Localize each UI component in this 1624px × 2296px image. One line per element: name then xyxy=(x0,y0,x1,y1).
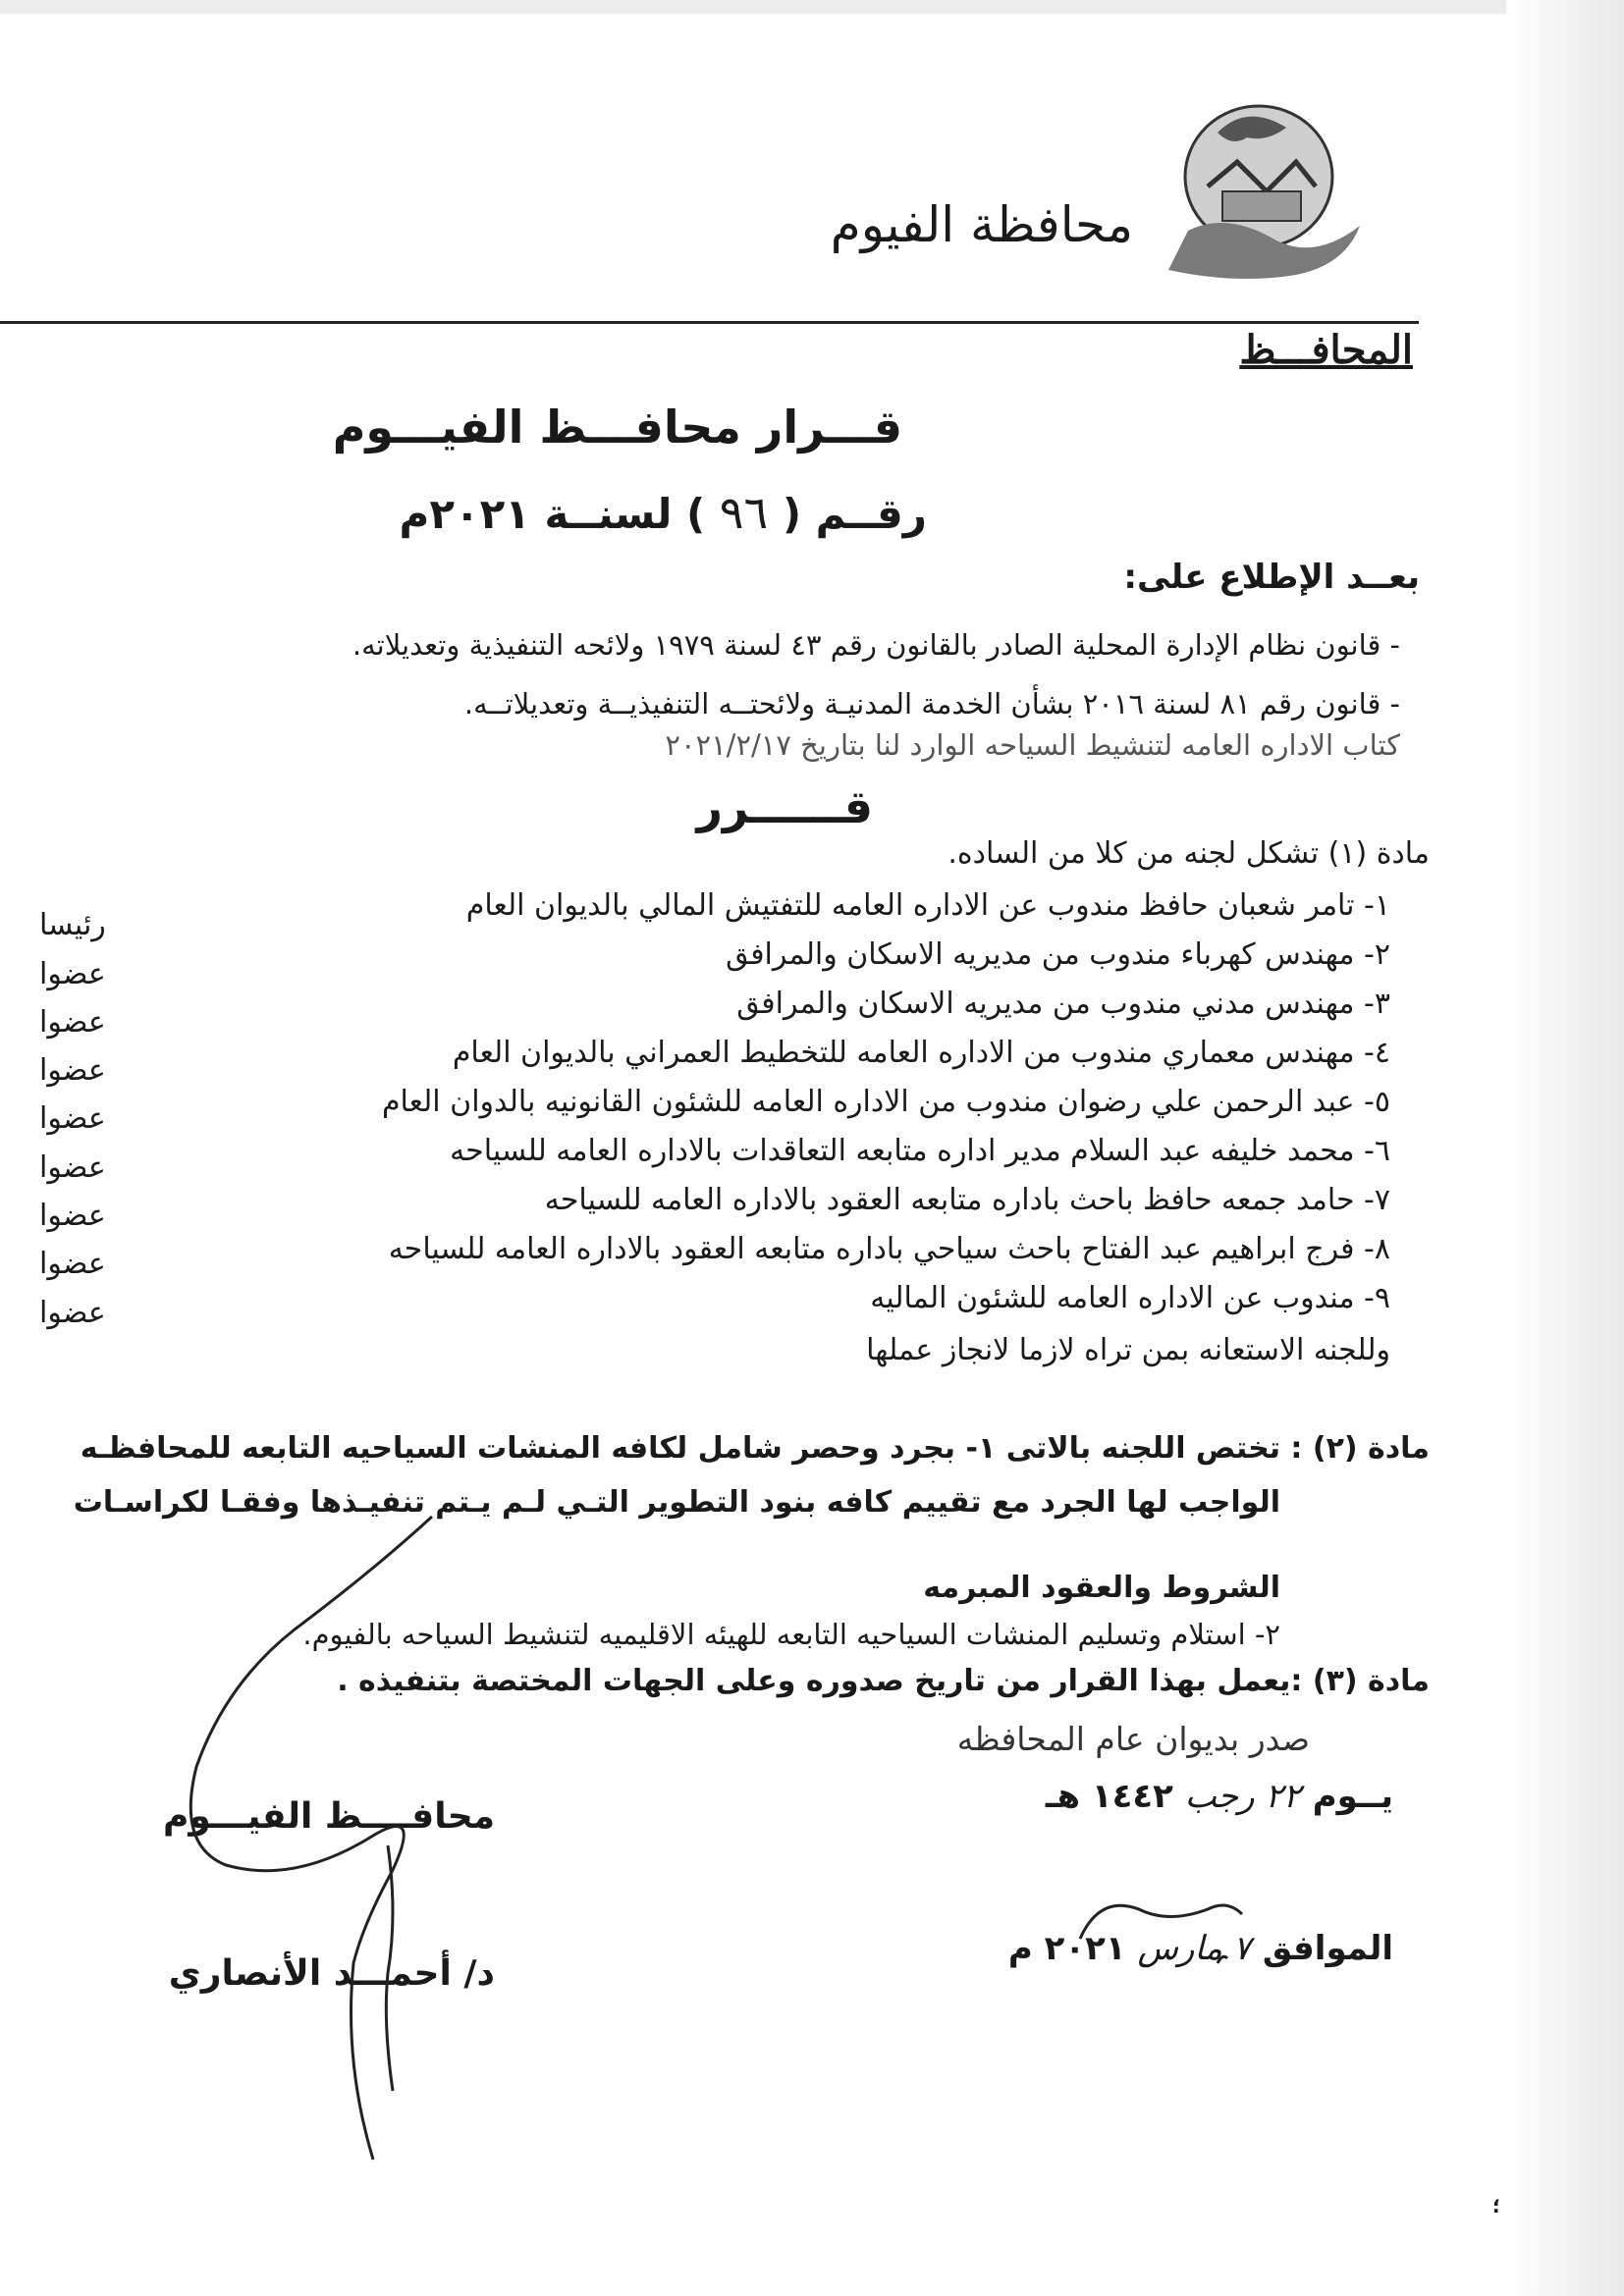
preamble-item: - قانون رقم ٨١ لسنة ٢٠١٦ بشأن الخدمة المدنيـة ولائحتــه التنفيذيــة وتعديلاتــه. xyxy=(463,687,1400,721)
header-divider xyxy=(0,321,1419,324)
committee-member: ٦- محمد خليفه عبد السلام مدير اداره متابعه التعاقدات بالاداره العامه للسياحه xyxy=(450,1134,1390,1168)
page-mark: ؛ xyxy=(1492,2194,1500,2217)
preamble-item: كتاب الاداره العامه لتنشيط السياحه الوارد لنا بتاريخ ٢٠٢١/٢/١٧ xyxy=(665,728,1400,762)
committee-member: ٨- فرج ابراهيم عبد الفتاح باحث سياحي باداره متابعه العقود بالاداره العامه للسياحه xyxy=(388,1232,1390,1266)
committee-role: عضوا xyxy=(39,1296,106,1330)
scan-shadow-right xyxy=(1506,0,1624,2296)
committee-member: ٢- مهندس كهرباء مندوب من مديريه الاسكان والمرافق xyxy=(726,937,1390,972)
committee-member: ٤- مهندس معماري مندوب من الاداره العامه للتخطيط العمراني بالديوان العام xyxy=(452,1036,1390,1070)
committee-role: عضوا xyxy=(39,1101,106,1136)
signatory-name: د/ أحمـــد الأنصاري xyxy=(168,1953,495,1994)
date-gregorian xyxy=(1008,1929,1393,1968)
article-1-intro: مادة (١) تشكل لجنه من كلا من الساده. xyxy=(947,836,1430,871)
date-gregorian-handwritten: ٧ مارس xyxy=(1137,1929,1252,1968)
decree-number-prefix: رقــم ( xyxy=(782,490,927,538)
decree-number xyxy=(400,486,927,539)
committee-role: عضوا xyxy=(39,1199,106,1233)
article-2-line: مادة (٢) : تختص اللجنه بالاتى ١- بجرد وحصر شامل لكافه المنشات السياحيه التابعه للمحافظـه xyxy=(80,1431,1430,1466)
committee-role: عضوا xyxy=(39,1053,106,1088)
article-2-line: الشروط والعقود المبرمه xyxy=(923,1571,1280,1605)
committee-role: عضوا xyxy=(39,1247,106,1281)
committee-role: رئيسا xyxy=(39,908,106,942)
scan-shadow-top xyxy=(0,0,1624,14)
date-gregorian-prefix: الموافق xyxy=(1262,1929,1393,1968)
committee-closing: وللجنه الاستعانه بمن تراه لازما لانجاز عملها xyxy=(866,1333,1390,1367)
date-gregorian-year: ٢٠٢١ م xyxy=(1007,1929,1126,1968)
committee-member: ١- تامر شعبان حافظ مندوب عن الاداره العامه للتفتيش المالي بالديوان العام xyxy=(465,888,1390,923)
article-3: مادة (٣) :يعمل بهذا القرار من تاريخ صدوره وعلى الجهات المختصة بتنفيذه . xyxy=(337,1664,1430,1698)
committee-member: ٥- عبد الرحمن علي رضوان مندوب من الاداره العامه للشئون القانونيه بالدوان العام xyxy=(381,1085,1390,1119)
preamble-item: - قانون نظام الإدارة المحلية الصادر بالقانون رقم ٤٣ لسنة ١٩٧٩ ولائحه التنفيذية وتعديلاته. xyxy=(352,628,1400,662)
date-hijri-year: ١٤٤٢ هـ xyxy=(1045,1777,1173,1816)
article-2-line: الواجب لها الجرد مع تقييم كافه بنود التطوير التـي لـم يـتم تنفيـذها وفقـا لكراسـات xyxy=(73,1485,1280,1520)
date-hijri xyxy=(1046,1777,1393,1816)
committee-role: عضوا xyxy=(39,1150,106,1185)
governorate-logo xyxy=(1149,93,1370,290)
signatory-title: محافــــظ الفيـــوم xyxy=(163,1796,495,1837)
date-hijri-prefix: يــوم xyxy=(1312,1777,1393,1816)
committee-role: عضوا xyxy=(39,1005,106,1040)
issued-at: صدر بديوان عام المحافظه xyxy=(956,1720,1310,1758)
decree-number-handwritten: ٩٦ xyxy=(719,486,769,539)
decided-label: قــــــرر xyxy=(696,780,873,833)
decree-number-suffix: ) لسنــة ٢٠٢١م xyxy=(399,490,706,538)
office-label: المحافـــظ xyxy=(1239,327,1413,373)
governorate-name: محافظة الفيوم xyxy=(830,196,1133,253)
committee-member: ٩- مندوب عن الاداره العامه للشئون الماليه xyxy=(870,1281,1390,1315)
article-2-line: ٢- استلام وتسليم المنشات السياحيه التابعه للهيئه الاقليميه لتنشيط السياحه بالفيوم. xyxy=(302,1618,1280,1651)
decree-title: قـــرار محافـــظ الفيـــوم xyxy=(332,400,902,454)
committee-member: ٣- مهندس مدني مندوب من مديريه الاسكان والمرافق xyxy=(736,987,1390,1021)
committee-role: عضوا xyxy=(39,957,106,991)
date-hijri-handwritten: ٢٢ رجب xyxy=(1184,1777,1301,1816)
preamble-heading: بعــد الإطلاع على: xyxy=(1123,558,1420,597)
committee-member: ٧- حامد جمعه حافظ باحث باداره متابعه العقود بالاداره العامه للسياحه xyxy=(544,1183,1390,1217)
